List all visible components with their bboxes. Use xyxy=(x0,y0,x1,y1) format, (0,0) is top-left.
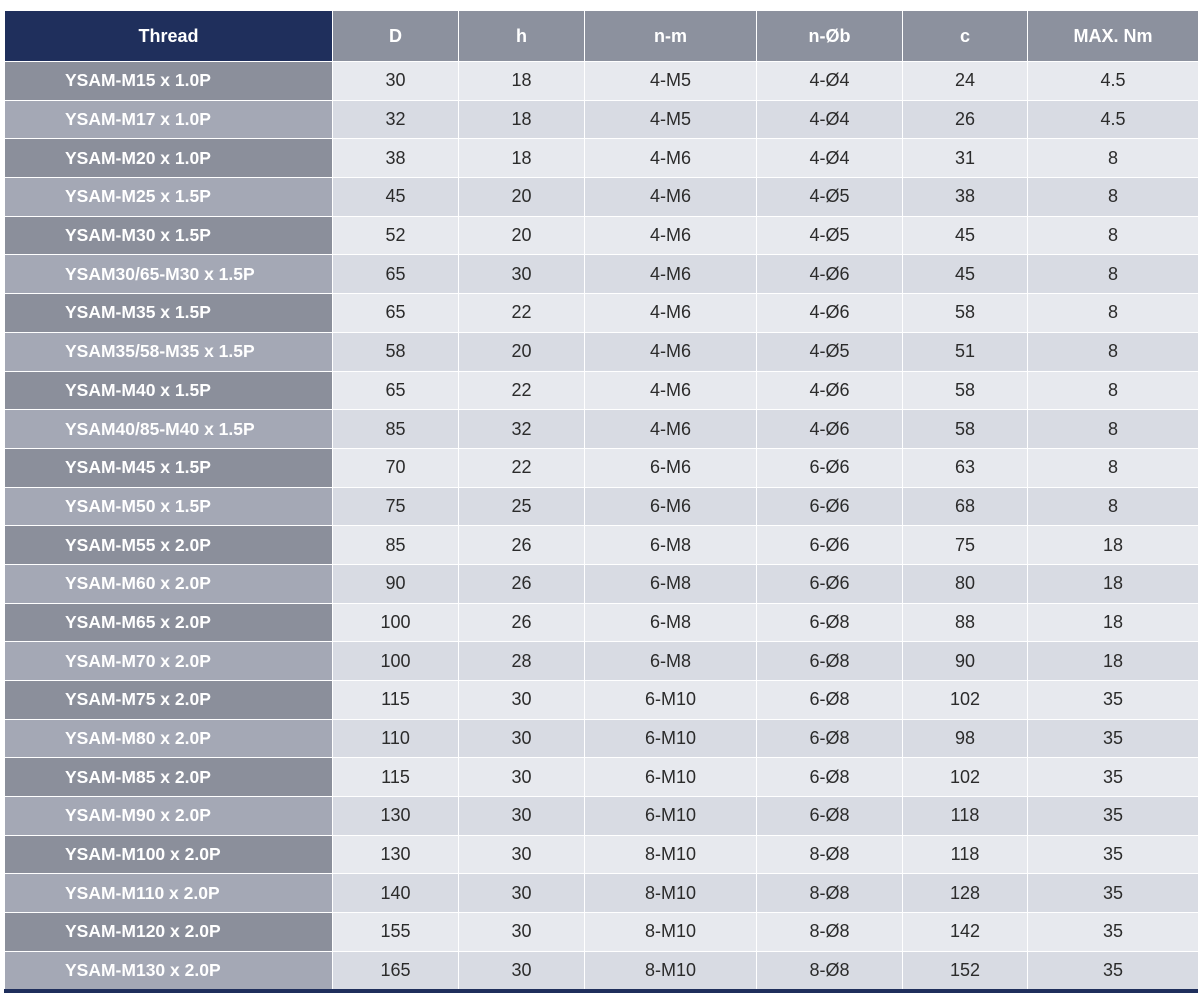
cell-n-m: 4-M6 xyxy=(585,178,757,217)
cell-c: 128 xyxy=(903,874,1028,913)
cell-n-ob: 6-Ø6 xyxy=(757,564,903,603)
cell-max-nm: 35 xyxy=(1028,681,1199,720)
table-row xyxy=(5,564,1199,603)
thread-cell: YSAM-M55 x 2.0P xyxy=(5,526,333,565)
cell-c: 102 xyxy=(903,758,1028,797)
cell-c: 45 xyxy=(903,255,1028,294)
cell-n-ob: 6-Ø8 xyxy=(757,642,903,681)
cell-c: 118 xyxy=(903,797,1028,836)
header-row xyxy=(5,11,1199,62)
cell-c: 90 xyxy=(903,642,1028,681)
cell-n-ob: 4-Ø4 xyxy=(757,62,903,101)
cell-h: 30 xyxy=(459,719,585,758)
cell-c: 152 xyxy=(903,951,1028,990)
thread-cell: YSAM-M25 x 1.5P xyxy=(5,178,333,217)
table-row xyxy=(5,255,1199,294)
cell-d: 110 xyxy=(333,719,459,758)
table-row xyxy=(5,294,1199,333)
cell-n-ob: 8-Ø8 xyxy=(757,874,903,913)
cell-n-ob: 8-Ø8 xyxy=(757,913,903,952)
cell-n-m: 6-M8 xyxy=(585,564,757,603)
cell-max-nm: 35 xyxy=(1028,951,1199,990)
cell-max-nm: 8 xyxy=(1028,294,1199,333)
cell-n-ob: 4-Ø6 xyxy=(757,294,903,333)
column-header-max-nm: MAX. Nm xyxy=(1028,11,1199,62)
cell-h: 28 xyxy=(459,642,585,681)
table-row xyxy=(5,797,1199,836)
table-body xyxy=(5,62,1199,991)
cell-c: 118 xyxy=(903,835,1028,874)
cell-n-ob: 6-Ø8 xyxy=(757,797,903,836)
cell-n-ob: 8-Ø8 xyxy=(757,951,903,990)
thread-cell: YSAM-M70 x 2.0P xyxy=(5,642,333,681)
table-row xyxy=(5,913,1199,952)
cell-h: 26 xyxy=(459,526,585,565)
cell-c: 88 xyxy=(903,603,1028,642)
cell-c: 31 xyxy=(903,139,1028,178)
cell-h: 32 xyxy=(459,410,585,449)
cell-n-m: 6-M8 xyxy=(585,526,757,565)
cell-n-m: 6-M6 xyxy=(585,487,757,526)
cell-max-nm: 35 xyxy=(1028,758,1199,797)
cell-max-nm: 35 xyxy=(1028,913,1199,952)
cell-n-m: 6-M10 xyxy=(585,797,757,836)
cell-n-m: 8-M10 xyxy=(585,913,757,952)
cell-d: 100 xyxy=(333,603,459,642)
bottom-rule xyxy=(4,989,1198,993)
thread-cell: YSAM-M17 x 1.0P xyxy=(5,100,333,139)
thread-cell: YSAM-M110 x 2.0P xyxy=(5,874,333,913)
table-row xyxy=(5,448,1199,487)
cell-n-ob: 6-Ø6 xyxy=(757,526,903,565)
cell-h: 26 xyxy=(459,564,585,603)
cell-max-nm: 35 xyxy=(1028,797,1199,836)
cell-d: 90 xyxy=(333,564,459,603)
cell-n-m: 4-M6 xyxy=(585,410,757,449)
cell-n-ob: 4-Ø6 xyxy=(757,371,903,410)
cell-d: 100 xyxy=(333,642,459,681)
cell-max-nm: 8 xyxy=(1028,332,1199,371)
cell-n-m: 6-M10 xyxy=(585,719,757,758)
cell-n-ob: 4-Ø5 xyxy=(757,332,903,371)
table-row xyxy=(5,874,1199,913)
cell-n-m: 8-M10 xyxy=(585,951,757,990)
cell-h: 22 xyxy=(459,294,585,333)
table-row xyxy=(5,835,1199,874)
table-row xyxy=(5,526,1199,565)
cell-n-ob: 8-Ø8 xyxy=(757,835,903,874)
cell-max-nm: 4.5 xyxy=(1028,62,1199,101)
cell-n-m: 4-M6 xyxy=(585,216,757,255)
cell-n-m: 4-M5 xyxy=(585,62,757,101)
cell-d: 32 xyxy=(333,100,459,139)
cell-h: 30 xyxy=(459,681,585,720)
cell-h: 20 xyxy=(459,332,585,371)
cell-c: 142 xyxy=(903,913,1028,952)
spec-table xyxy=(4,10,1199,991)
cell-d: 130 xyxy=(333,797,459,836)
thread-cell: YSAM40/85-M40 x 1.5P xyxy=(5,410,333,449)
cell-d: 140 xyxy=(333,874,459,913)
cell-max-nm: 18 xyxy=(1028,564,1199,603)
thread-cell: YSAM-M30 x 1.5P xyxy=(5,216,333,255)
cell-h: 26 xyxy=(459,603,585,642)
cell-n-ob: 4-Ø5 xyxy=(757,216,903,255)
column-header-n-ob: n-Øb xyxy=(757,11,903,62)
cell-h: 22 xyxy=(459,448,585,487)
cell-c: 58 xyxy=(903,410,1028,449)
table-row xyxy=(5,758,1199,797)
thread-cell: YSAM-M50 x 1.5P xyxy=(5,487,333,526)
cell-max-nm: 35 xyxy=(1028,835,1199,874)
cell-max-nm: 8 xyxy=(1028,216,1199,255)
thread-cell: YSAM-M100 x 2.0P xyxy=(5,835,333,874)
cell-max-nm: 8 xyxy=(1028,139,1199,178)
cell-c: 45 xyxy=(903,216,1028,255)
table-row xyxy=(5,62,1199,101)
cell-d: 65 xyxy=(333,255,459,294)
cell-c: 38 xyxy=(903,178,1028,217)
cell-n-m: 4-M6 xyxy=(585,332,757,371)
cell-c: 75 xyxy=(903,526,1028,565)
thread-cell: YSAM-M65 x 2.0P xyxy=(5,603,333,642)
cell-d: 52 xyxy=(333,216,459,255)
cell-n-ob: 4-Ø6 xyxy=(757,255,903,294)
cell-n-m: 4-M6 xyxy=(585,294,757,333)
thread-cell: YSAM-M20 x 1.0P xyxy=(5,139,333,178)
cell-n-ob: 6-Ø8 xyxy=(757,719,903,758)
cell-d: 65 xyxy=(333,294,459,333)
cell-n-ob: 6-Ø8 xyxy=(757,603,903,642)
cell-d: 115 xyxy=(333,681,459,720)
table-row xyxy=(5,371,1199,410)
table-row xyxy=(5,410,1199,449)
column-header-c: c xyxy=(903,11,1028,62)
column-header-d: D xyxy=(333,11,459,62)
cell-n-m: 4-M6 xyxy=(585,255,757,294)
cell-d: 38 xyxy=(333,139,459,178)
cell-d: 45 xyxy=(333,178,459,217)
cell-c: 58 xyxy=(903,371,1028,410)
column-header-n-m: n-m xyxy=(585,11,757,62)
cell-max-nm: 18 xyxy=(1028,642,1199,681)
cell-n-ob: 6-Ø6 xyxy=(757,487,903,526)
cell-max-nm: 35 xyxy=(1028,719,1199,758)
column-header-h: h xyxy=(459,11,585,62)
cell-d: 85 xyxy=(333,526,459,565)
cell-c: 63 xyxy=(903,448,1028,487)
cell-n-ob: 6-Ø8 xyxy=(757,681,903,720)
cell-max-nm: 8 xyxy=(1028,255,1199,294)
cell-h: 18 xyxy=(459,62,585,101)
thread-cell: YSAM-M45 x 1.5P xyxy=(5,448,333,487)
cell-c: 68 xyxy=(903,487,1028,526)
cell-n-ob: 4-Ø6 xyxy=(757,410,903,449)
thread-cell: YSAM-M35 x 1.5P xyxy=(5,294,333,333)
cell-h: 30 xyxy=(459,874,585,913)
cell-n-m: 4-M6 xyxy=(585,371,757,410)
cell-d: 70 xyxy=(333,448,459,487)
cell-h: 18 xyxy=(459,100,585,139)
thread-cell: YSAM30/65-M30 x 1.5P xyxy=(5,255,333,294)
cell-h: 30 xyxy=(459,758,585,797)
cell-n-m: 6-M10 xyxy=(585,681,757,720)
cell-n-m: 6-M6 xyxy=(585,448,757,487)
cell-d: 130 xyxy=(333,835,459,874)
cell-c: 102 xyxy=(903,681,1028,720)
cell-max-nm: 8 xyxy=(1028,410,1199,449)
thread-cell: YSAM-M120 x 2.0P xyxy=(5,913,333,952)
table-row xyxy=(5,487,1199,526)
table-row xyxy=(5,951,1199,990)
table-row xyxy=(5,178,1199,217)
cell-max-nm: 18 xyxy=(1028,526,1199,565)
cell-h: 20 xyxy=(459,178,585,217)
cell-n-m: 4-M6 xyxy=(585,139,757,178)
cell-h: 30 xyxy=(459,255,585,294)
cell-n-m: 8-M10 xyxy=(585,874,757,913)
cell-n-m: 8-M10 xyxy=(585,835,757,874)
cell-max-nm: 4.5 xyxy=(1028,100,1199,139)
cell-c: 26 xyxy=(903,100,1028,139)
cell-n-ob: 6-Ø6 xyxy=(757,448,903,487)
cell-d: 75 xyxy=(333,487,459,526)
cell-max-nm: 35 xyxy=(1028,874,1199,913)
cell-h: 30 xyxy=(459,951,585,990)
thread-cell: YSAM-M80 x 2.0P xyxy=(5,719,333,758)
table-row xyxy=(5,603,1199,642)
cell-n-ob: 4-Ø4 xyxy=(757,100,903,139)
cell-h: 30 xyxy=(459,835,585,874)
cell-d: 58 xyxy=(333,332,459,371)
table-row xyxy=(5,719,1199,758)
cell-d: 155 xyxy=(333,913,459,952)
cell-n-ob: 4-Ø4 xyxy=(757,139,903,178)
cell-max-nm: 18 xyxy=(1028,603,1199,642)
cell-h: 20 xyxy=(459,216,585,255)
thread-cell: YSAM-M85 x 2.0P xyxy=(5,758,333,797)
table-row xyxy=(5,332,1199,371)
cell-d: 85 xyxy=(333,410,459,449)
table-row xyxy=(5,681,1199,720)
cell-h: 25 xyxy=(459,487,585,526)
cell-d: 30 xyxy=(333,62,459,101)
thread-cell: YSAM-M130 x 2.0P xyxy=(5,951,333,990)
cell-n-ob: 4-Ø5 xyxy=(757,178,903,217)
cell-n-m: 6-M8 xyxy=(585,642,757,681)
cell-max-nm: 8 xyxy=(1028,487,1199,526)
cell-d: 115 xyxy=(333,758,459,797)
thread-cell: YSAM-M75 x 2.0P xyxy=(5,681,333,720)
cell-c: 98 xyxy=(903,719,1028,758)
cell-max-nm: 8 xyxy=(1028,448,1199,487)
cell-n-m: 6-M8 xyxy=(585,603,757,642)
thread-cell: YSAM35/58-M35 x 1.5P xyxy=(5,332,333,371)
cell-max-nm: 8 xyxy=(1028,178,1199,217)
cell-c: 80 xyxy=(903,564,1028,603)
table-row xyxy=(5,216,1199,255)
cell-h: 30 xyxy=(459,797,585,836)
thread-cell: YSAM-M40 x 1.5P xyxy=(5,371,333,410)
cell-d: 165 xyxy=(333,951,459,990)
table-row xyxy=(5,642,1199,681)
cell-h: 18 xyxy=(459,139,585,178)
table-header xyxy=(5,11,1199,62)
column-header-thread: Thread xyxy=(5,11,333,62)
thread-cell: YSAM-M90 x 2.0P xyxy=(5,797,333,836)
table-row xyxy=(5,100,1199,139)
cell-c: 58 xyxy=(903,294,1028,333)
cell-n-m: 4-M5 xyxy=(585,100,757,139)
cell-c: 24 xyxy=(903,62,1028,101)
cell-n-ob: 6-Ø8 xyxy=(757,758,903,797)
thread-cell: YSAM-M60 x 2.0P xyxy=(5,564,333,603)
cell-h: 22 xyxy=(459,371,585,410)
cell-c: 51 xyxy=(903,332,1028,371)
cell-n-m: 6-M10 xyxy=(585,758,757,797)
table-row xyxy=(5,139,1199,178)
cell-h: 30 xyxy=(459,913,585,952)
cell-max-nm: 8 xyxy=(1028,371,1199,410)
cell-d: 65 xyxy=(333,371,459,410)
thread-cell: YSAM-M15 x 1.0P xyxy=(5,62,333,101)
